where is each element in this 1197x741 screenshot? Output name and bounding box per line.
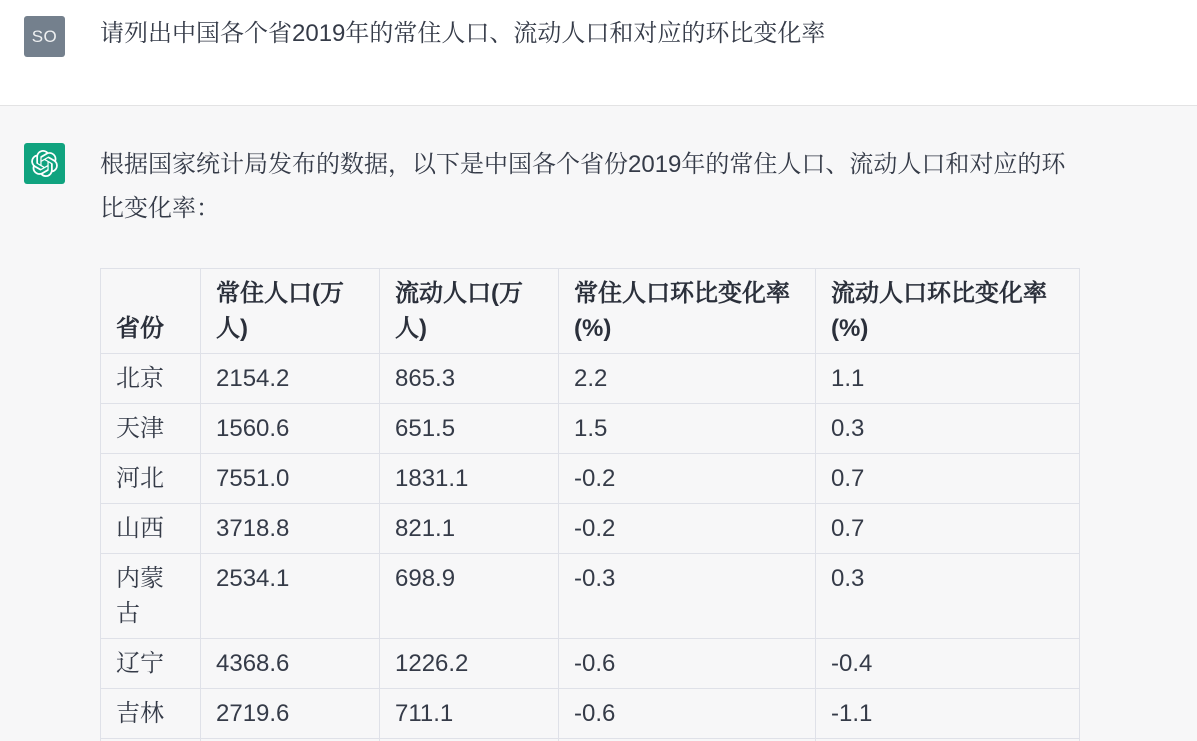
- assistant-intro-text: 根据国家统计局发布的数据，以下是中国各个省份2019年的常住人口、流动人口和对应的环比变化率：: [100, 151, 1066, 222]
- assistant-message-row: [0, 105, 1197, 741]
- cell-resident-change: 2.2: [559, 354, 816, 404]
- table-row: [101, 454, 1080, 504]
- table-row: [101, 639, 1080, 689]
- cell-resident-pop: 2154.2: [201, 354, 380, 404]
- population-table: [100, 268, 1080, 741]
- cell-floating-pop: 698.9: [380, 554, 559, 639]
- cell-floating-pop: 1831.1: [380, 454, 559, 504]
- table-row: [101, 354, 1080, 404]
- col-header-resident-change: 常住人口环比变化率(%): [559, 269, 816, 354]
- cell-resident-pop: 3718.8: [201, 504, 380, 554]
- cell-floating-pop: 651.5: [380, 404, 559, 454]
- col-header-floating-pop: 流动人口(万人): [380, 269, 559, 354]
- cell-floating-change: 0.3: [816, 404, 1080, 454]
- cell-resident-pop: 4368.6: [201, 639, 380, 689]
- cell-floating-change: 0.7: [816, 454, 1080, 504]
- cell-resident-change: -0.2: [559, 504, 816, 554]
- cell-floating-change: 0.3: [816, 554, 1080, 639]
- cell-resident-change: -0.6: [559, 639, 816, 689]
- col-header-resident-pop: 常住人口(万人): [201, 269, 380, 354]
- cell-floating-pop: 821.1: [380, 504, 559, 554]
- cell-resident-change: -0.6: [559, 689, 816, 739]
- table-row: [101, 554, 1080, 639]
- table-row: [101, 404, 1080, 454]
- cell-province: 山西: [101, 504, 201, 554]
- cell-province: 内蒙古: [101, 554, 201, 639]
- assistant-avatar: [24, 143, 65, 184]
- user-avatar: [24, 16, 65, 57]
- table-row: [101, 504, 1080, 554]
- table-header-row: [101, 269, 1080, 354]
- cell-resident-pop: 2719.6: [201, 689, 380, 739]
- cell-province: 北京: [101, 354, 201, 404]
- cell-floating-change: -0.4: [816, 639, 1080, 689]
- cell-resident-change: -0.3: [559, 554, 816, 639]
- cell-floating-pop: 1226.2: [380, 639, 559, 689]
- user-message-row: [0, 0, 1197, 105]
- cell-resident-change: -0.2: [559, 454, 816, 504]
- cell-province: 辽宁: [101, 639, 201, 689]
- cell-floating-change: 1.1: [816, 354, 1080, 404]
- cell-province: 天津: [101, 404, 201, 454]
- cell-floating-pop: 711.1: [380, 689, 559, 739]
- cell-resident-pop: 1560.6: [201, 404, 380, 454]
- cell-floating-pop: 865.3: [380, 354, 559, 404]
- col-header-province: 省份: [101, 269, 201, 354]
- table-row: [101, 689, 1080, 739]
- cell-floating-change: -1.1: [816, 689, 1080, 739]
- user-message-text: 请列出中国各个省2019年的常住人口、流动人口和对应的环比变化率: [100, 20, 826, 47]
- cell-province: 河北: [101, 454, 201, 504]
- openai-logo-icon: [31, 150, 58, 177]
- cell-floating-change: 0.7: [816, 504, 1080, 554]
- col-header-floating-change: 流动人口环比变化率(%): [816, 269, 1080, 354]
- user-avatar-initials: SO: [31, 26, 58, 46]
- cell-resident-change: 1.5: [559, 404, 816, 454]
- cell-resident-pop: 2534.1: [201, 554, 380, 639]
- cell-resident-pop: 7551.0: [201, 454, 380, 504]
- cell-province: 吉林: [101, 689, 201, 739]
